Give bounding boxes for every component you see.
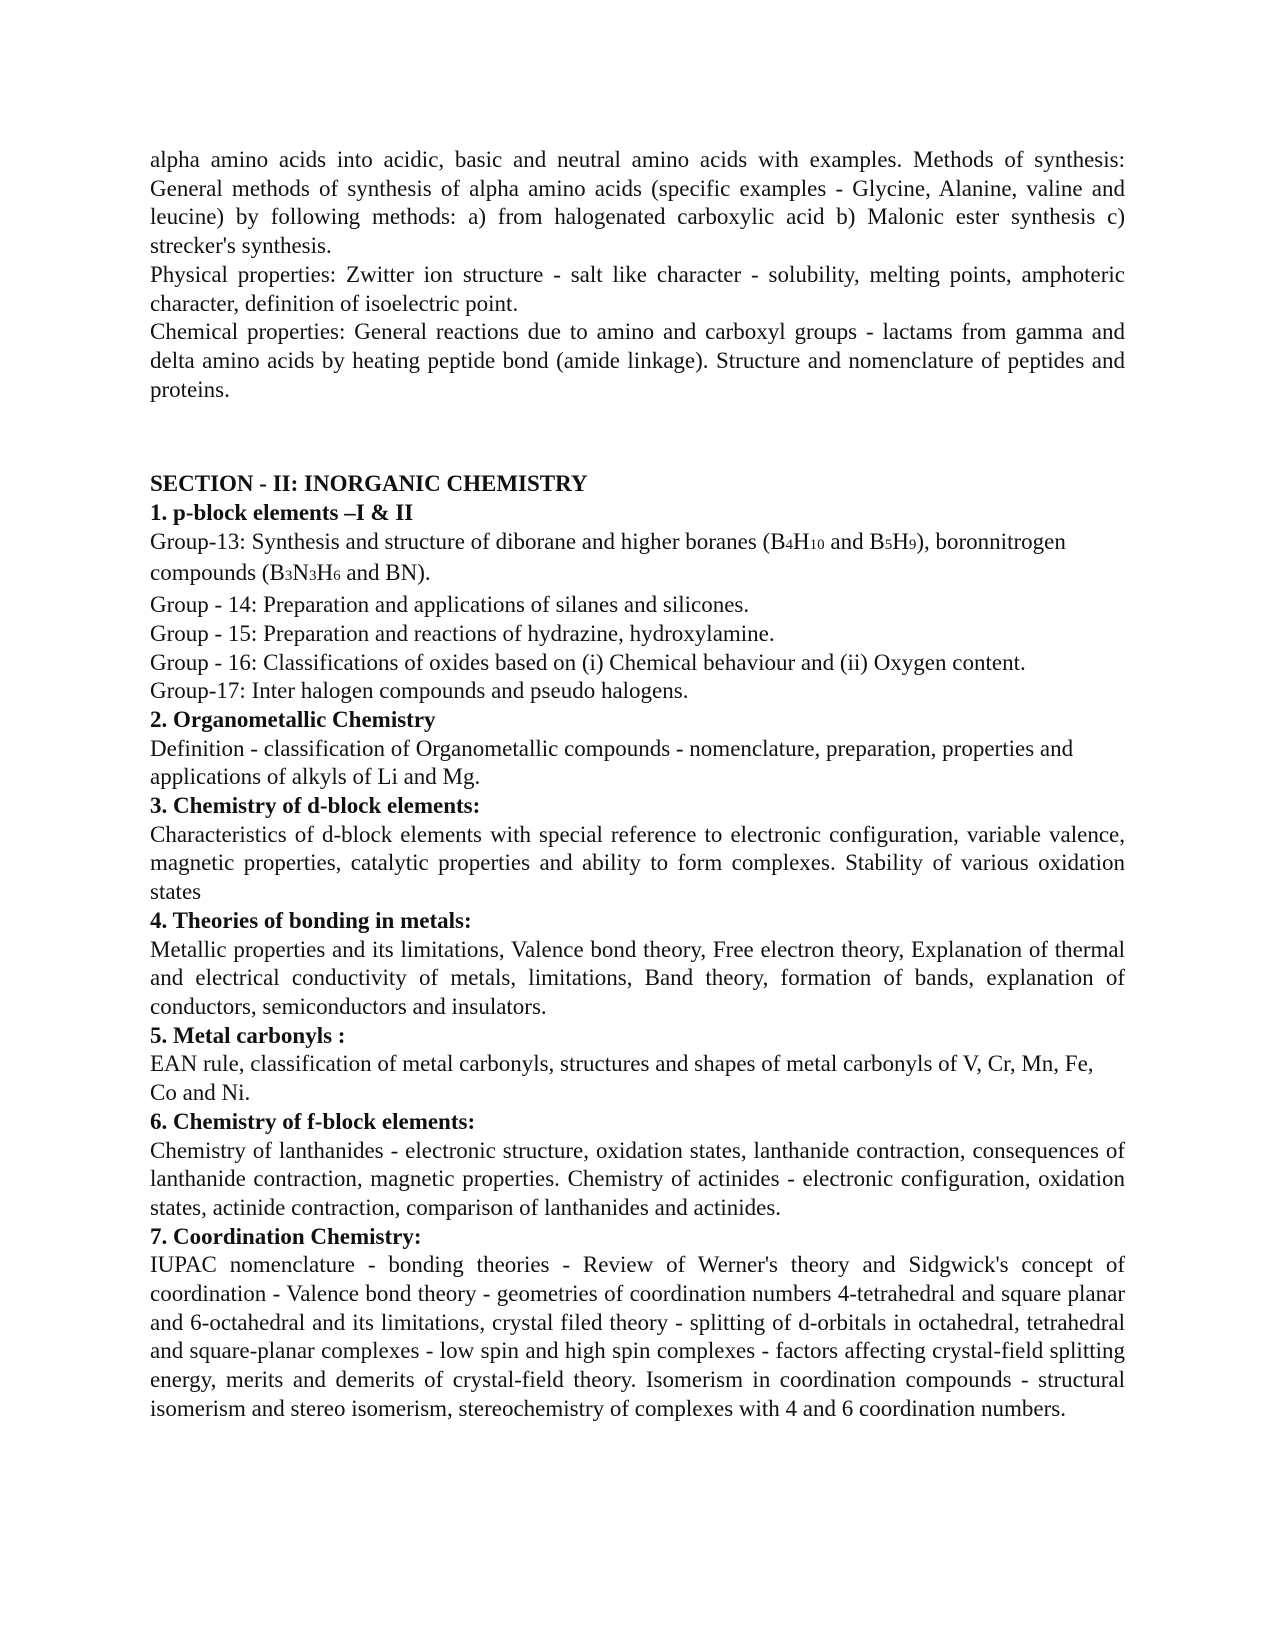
metal-carbonyls-text: EAN rule, classification of metal carbonyls, structures and shapes of metal carbonyls of V, Cr, Mn, Fe, Co and Ni.: [150, 1051, 1094, 1106]
heading-d-block: 3. Chemistry of d-block elements:: [150, 793, 481, 819]
coordination-chemistry-text: IUPAC nomenclature - bonding theories - Review of Werner's theory and Sidgwick's concept of coordination - Valence bond theory - geometries of coordination numbers 4-tetrahedral and square planar and 6-octahedral and its limitations, crystal filed theory - splitting of d-orbitals in octahedral, tetrahedral and square-planar complexes - low spin and high spin complexes - factors affecting crystal-field splitting energy, merits and demerits of crystal-field theory. Isomerism in coordination compounds - structural isomerism and stereo isomerism, stereochemistry of complexes with 4 and 6 coordination numbers.: [150, 1252, 1125, 1421]
p-block-group-14: Group - 14: Preparation and applications of silanes and silicones.: [150, 592, 750, 618]
p-block-group-13-compounds: compounds (B3N3H6 and BN).: [150, 560, 431, 586]
heading-metal-carbonyls: 5. Metal carbonyls :: [150, 1022, 346, 1048]
p-block-group-15: Group - 15: Preparation and reactions of hydrazine, hydroxylamine.: [150, 620, 775, 646]
bonding-in-metals-text: Metallic properties and its limitations, Valence bond theory, Free electron theory, Explanation of thermal and electrical conductivity of metals, limitations, Band theory, formation of bands, explanation of conductors, semiconductors and insulators.: [150, 936, 1125, 1019]
p-block-group-17: Group-17: Inter halogen compounds and pseudo halogens.: [150, 678, 689, 704]
heading-coordination-chemistry: 7. Coordination Chemistry:: [150, 1223, 422, 1249]
heading-organometallic: 2. Organometallic Chemistry: [150, 706, 436, 732]
organometallic-text: Definition - classification of Organometallic compounds - nomenclature, preparation, properties and applications of alkyls of Li and Mg.: [150, 735, 1074, 790]
heading-f-block: 6. Chemistry of f-block elements:: [150, 1108, 476, 1134]
intro-paragraph-synthesis: alpha amino acids into acidic, basic and neutral amino acids with examples. Methods of synthesis: General methods of synthesis of alpha amino acids (specific examples - Glycine, Alanine, valine and leucine) by following methods: a) from halogenated carboxylic acid b) Malonic ester synthesis c) strecker's synthesis.: [150, 147, 1125, 259]
f-block-text: Chemistry of lanthanides - electronic structure, oxidation states, lanthanide contraction, consequences of lanthanide contraction, magnetic properties. Chemistry of actinides - electronic configuration, oxidation states, actinide contraction, comparison of lanthanides and actinides.: [150, 1137, 1125, 1220]
heading-bonding-in-metals: 4. Theories of bonding in metals:: [150, 907, 472, 933]
d-block-text: Characteristics of d-block elements with special reference to electronic configuration, variable valence, magnetic properties, catalytic properties and ability to form complexes. Stability of various oxidation states: [150, 821, 1125, 905]
intro-paragraph-chemical-properties: Chemical properties: General reactions due to amino and carboxyl groups - lactams from gamma and delta amino acids by heating peptide bond (amide linkage). Structure and nomenclature of peptides and proteins.: [150, 319, 1125, 402]
p-block-group-16: Group - 16: Classifications of oxides based on (i) Chemical behaviour and (ii) Oxygen content.: [150, 649, 1026, 675]
intro-paragraph-physical-properties: Physical properties: Zwitter ion structure - salt like character - solubility, melting points, amphoteric character, definition of isoelectric point.: [150, 261, 1125, 316]
p-block-group-13: Group-13: Synthesis and structure of diborane and higher boranes (B4H10 and B5H9), boronnitrogen: [150, 528, 1066, 554]
section-title: SECTION - II: INORGANIC CHEMISTRY: [150, 471, 588, 497]
heading-p-block: 1. p-block elements –I & II: [150, 500, 414, 526]
